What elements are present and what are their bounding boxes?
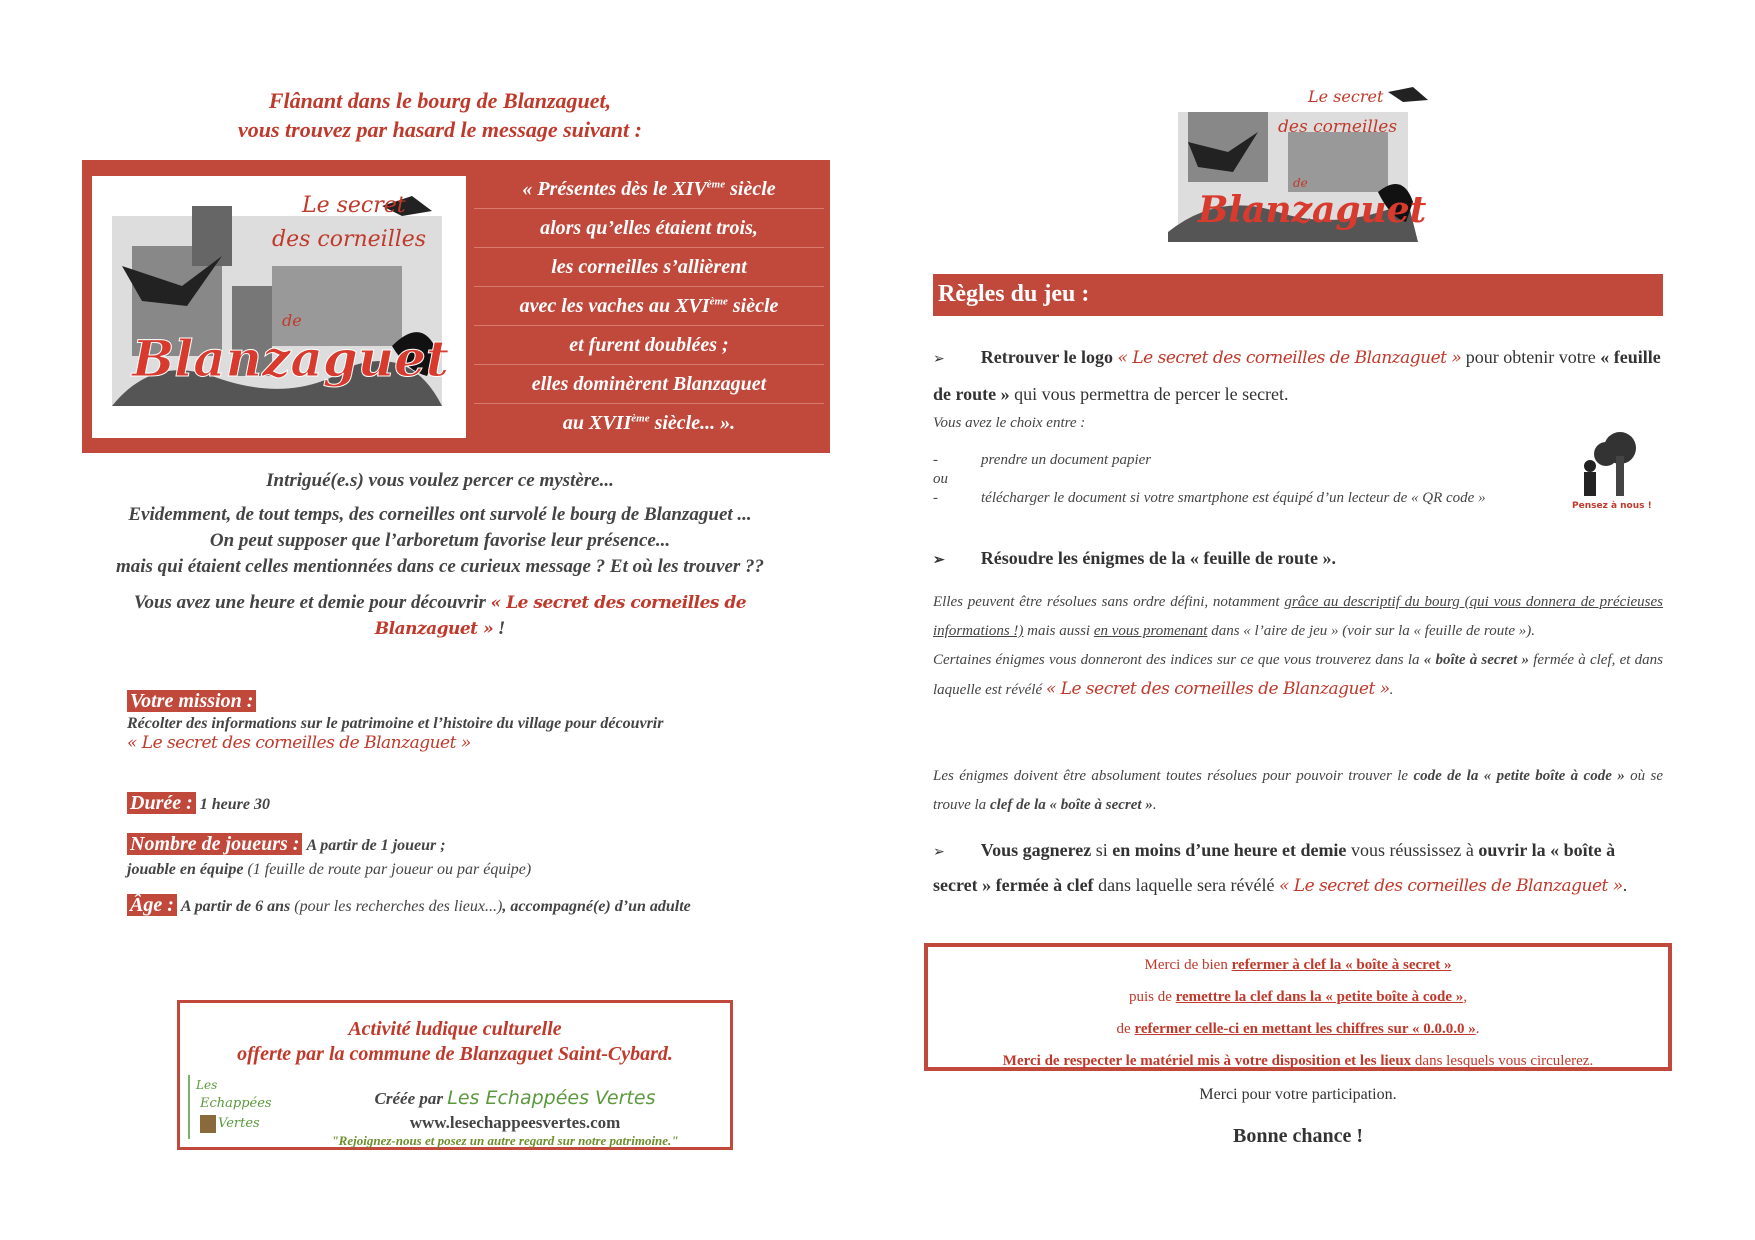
credits-creator: Créée par Les Echappées Vertes [374, 1087, 656, 1109]
option-1: - prendre un document papier [933, 452, 1152, 468]
mystery-line-2: Evidemment, de tout temps, des corneilles ont survolé le bourg de Blanzaguet ... [128, 504, 752, 525]
option-2: - télécharger le document si votre smartphone est équipé d’un lecteur de « QR code » [933, 490, 1486, 506]
message-box [82, 160, 830, 453]
mission-script-title: « Le secret des corneilles de Blanzaguet » [127, 733, 471, 753]
mission-text: Récolter des informations sur le patrimoine et l’histoire du village pour découvrir [127, 715, 664, 732]
duration-section [127, 792, 270, 815]
svg-text:Blanzaguet: Blanzaguet [1198, 189, 1427, 231]
rule-3: ➢ Vous gagnerez si en moins d’une heure et demie vous réussissez à ouvrir la « boîte à secret » fermée à clef dans laquelle sera révélé « Le secret des corneilles de Blanzaguet ». [933, 840, 1628, 896]
rule-2-details: Elles peuvent être résolues sans ordre défini, notamment grâce au descriptif du bourg (qui vous donnera de précieuses informations !) mais aussi en vous promenant dans « l’aire de jeu » (voir sur la « feuille de route »). Certaines énigmes vous donneront des indices sur ce que vous trouverez dans la « boîte à secret » fermée à clef, et dans laquelle est révélé « Le secret des corneilles de Blanzaguet ». [933, 594, 1664, 699]
logo-text-4: Blanzaguet [132, 329, 450, 388]
credits-website[interactable]: www.lesechappeesvertes.com [409, 1113, 621, 1132]
svg-text:des corneilles: des corneilles [1278, 117, 1398, 137]
players-team: jouable en équipe (1 feuille de route par joueur ou par équipe) [127, 861, 532, 878]
rules-heading: Règles du jeu : [933, 274, 1663, 316]
choice-text: Vous avez le choix entre : [933, 415, 1086, 431]
rule-2-code: Les énigmes doivent être absolument toutes résolues pour pouvoir trouver le code de la « petite boîte à code » où se trouve la clef de la « boîte à secret ». [933, 768, 1663, 813]
message-line-1: « Présentes dès le XIVème siècle [474, 170, 824, 209]
echappees-vertes-logo [188, 1075, 275, 1139]
mission-label: Votre mission : [127, 690, 256, 712]
players-section [127, 832, 531, 882]
age-value: A partir de 6 ans [180, 898, 291, 915]
mystery-line-4: mais qui étaient celles mentionnées dans ce curieux message ? Et où les trouver ?? [115, 556, 765, 577]
players-value: A partir de 1 joueur ; [306, 837, 446, 854]
script-title: « Le secret des corneilles de Blanzaguet » [374, 593, 747, 639]
game-logo-right [1158, 82, 1438, 252]
rule-2: ➢ Résoudre les énigmes de la « feuille de route ». [933, 548, 1337, 568]
thanks-line-3: de refermer celle-ci en mettant les chiffres sur « 0.0.0.0 ». [1116, 1021, 1480, 1037]
svg-text:Pensez à nous !: Pensez à nous ! [1572, 501, 1652, 511]
message-line-4: avec les vaches au XVIème siècle [474, 287, 824, 326]
age-label: Âge : [127, 894, 177, 916]
credits-box [177, 1000, 733, 1150]
thanks-line-4: Merci de respecter le matériel mis à votre disposition et les lieux dans lesquels vous circulerez. [1002, 1053, 1594, 1069]
merci-text: Merci pour votre participation. [1199, 1086, 1397, 1103]
intro-text [80, 86, 800, 144]
players-label: Nombre de joueurs : [127, 833, 302, 855]
thanks-line-2: puis de remettre la clef dans la « petite boîte à code », [1128, 989, 1468, 1005]
rule-1-options [933, 414, 1533, 508]
svg-text:Vertes: Vertes [218, 1116, 260, 1131]
mission-section [127, 690, 807, 753]
option-or: ou [933, 471, 948, 487]
intro-line-2: vous trouvez par hasard le message suivant : [238, 117, 642, 142]
credits-title: Activité ludique culturelle offerte par la commune de Blanzaguet Saint-Cybard. [237, 1018, 673, 1065]
svg-text:Echappées: Echappées [200, 1096, 272, 1111]
bonne-chance-text: Bonne chance ! [1233, 1125, 1363, 1147]
bullet-arrow-icon: ➢ [933, 352, 945, 367]
pensez-a-nous-icon [1568, 428, 1652, 512]
svg-text:Les: Les [196, 1078, 218, 1092]
duration-value: 1 heure 30 [199, 796, 270, 813]
message-lines [474, 170, 824, 442]
message-line-6: elles dominèrent Blanzaguet [474, 365, 824, 404]
duration-label: Durée : [127, 792, 196, 814]
age-section: Âge : A partir de 6 ans (pour les recherches des lieux...), accompagné(e) d’un adulte [127, 894, 691, 917]
message-line-7: au XVIIème siècle... ». [562, 412, 736, 434]
svg-text:Le secret: Le secret [1308, 87, 1384, 106]
mystery-line-1: Intrigué(e.s) vous voulez percer ce mystère... [266, 470, 614, 491]
logo-text-2: des corneilles [272, 227, 427, 252]
logo-text-1: Le secret [302, 193, 406, 218]
credits-slogan: "Rejoignez-nous et posez un autre regard sur notre patrimoine." [331, 1133, 679, 1148]
message-line-2: alors qu’elles étaient trois, [474, 209, 824, 248]
message-line-3: les corneilles s’allièrent [474, 248, 824, 287]
logo-text-3: de [282, 311, 302, 330]
castle-crow-illustration-right [1158, 82, 1438, 252]
thanks-box [924, 943, 1672, 1071]
intro-line-1: Flânant dans le bourg de Blanzaguet, [268, 88, 612, 113]
game-logo-left [92, 176, 466, 438]
rule-1: ➢ Retrouver le logo « Le secret des corneilles de Blanzaguet » pour obtenir votre « feuille de route » qui vous permettra de percer le secret. [933, 347, 1661, 404]
svg-text:de: de [1293, 176, 1308, 190]
message-line-5: et furent doublées ; [474, 326, 824, 365]
thanks-line-1: Merci de bien refermer à clef la « boîte à secret » [1144, 957, 1452, 973]
mystery-text [80, 468, 800, 642]
mystery-line-5: Vous avez une heure et demie pour découvrir « Le secret des corneilles de Blanzaguet » ! [133, 592, 747, 639]
mystery-line-3: On peut supposer que l’arboretum favorise leur présence... [209, 530, 671, 551]
castle-crow-illustration [92, 176, 466, 438]
